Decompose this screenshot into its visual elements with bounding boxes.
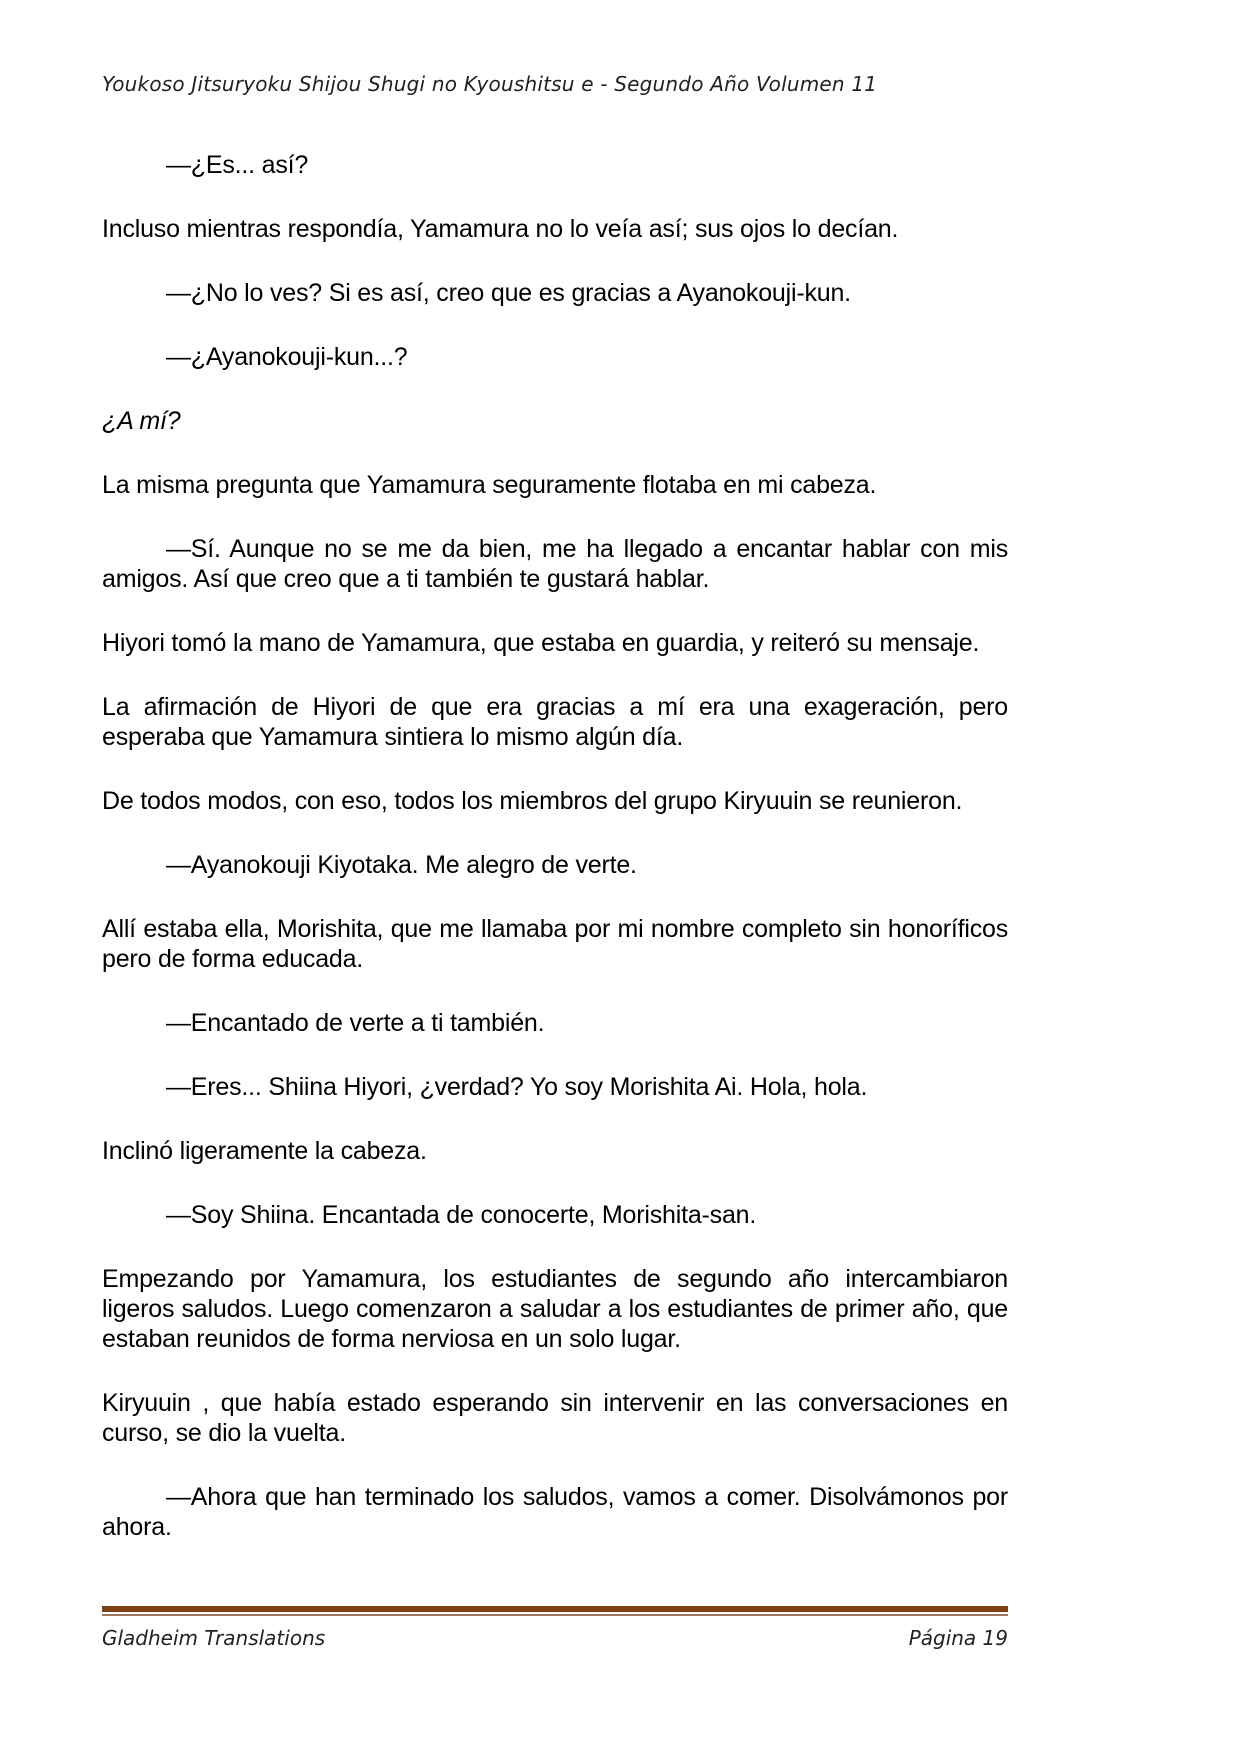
narration-paragraph: Kiryuuin , que había estado esperando sin intervenir en las conversaciones en curso, se dio la vuelta.: [102, 1389, 1008, 1447]
dialogue-paragraph: —¿Es... así?: [166, 151, 309, 179]
footer-credit: Gladheim Translations: [102, 1626, 326, 1650]
page-body: [102, 150, 1008, 1542]
dialogue-paragraph: —Ahora que han terminado los saludos, vamos a comer. Disolvámonos por ahora.: [102, 1483, 1008, 1541]
dialogue-paragraph: —Sí. Aunque no se me da bien, me ha llegado a encantar hablar con mis amigos. Así que creo que a ti también te gustará hablar.: [102, 535, 1008, 593]
dialogue-paragraph: —Encantado de verte a ti también.: [166, 1009, 545, 1037]
page-number: Página 19: [908, 1626, 1008, 1650]
thought-paragraph: ¿A mí?: [102, 407, 181, 435]
narration-paragraph: Empezando por Yamamura, los estudiantes de segundo año intercambiaron ligeros saludos. Luego comenzaron a saludar a los estudiantes de primer año, que estaban reunidos de forma nerviosa en un solo lugar.: [102, 1265, 1008, 1353]
running-header: Youkoso Jitsuryoku Shijou Shugi no Kyoushitsu e - Segundo Año Volumen 11: [102, 72, 878, 96]
footer-divider: [102, 1606, 1008, 1616]
footer-divider-thin: [102, 1614, 1008, 1616]
dialogue-paragraph: —Ayanokouji Kiyotaka. Me alegro de verte.: [166, 851, 637, 879]
dialogue-paragraph: —¿Ayanokouji-kun...?: [166, 343, 408, 371]
dialogue-paragraph: —Soy Shiina. Encantada de conocerte, Morishita-san.: [166, 1201, 757, 1229]
narration-paragraph: Hiyori tomó la mano de Yamamura, que estaba en guardia, y reiteró su mensaje.: [102, 629, 980, 657]
narration-paragraph: La afirmación de Hiyori de que era gracias a mí era una exageración, pero esperaba que Yamamura sintiera lo mismo algún día.: [102, 693, 1008, 751]
narration-paragraph: Allí estaba ella, Morishita, que me llamaba por mi nombre completo sin honoríficos pero de forma educada.: [102, 915, 1008, 973]
dialogue-paragraph: —¿No lo ves? Si es así, creo que es gracias a Ayanokouji-kun.: [166, 279, 851, 307]
narration-paragraph: Inclinó ligeramente la cabeza.: [102, 1137, 427, 1165]
footer-divider-thick: [102, 1606, 1008, 1612]
narration-paragraph: Incluso mientras respondía, Yamamura no lo veía así; sus ojos lo decían.: [102, 215, 899, 243]
narration-paragraph: La misma pregunta que Yamamura seguramente flotaba en mi cabeza.: [102, 471, 877, 499]
narration-paragraph: De todos modos, con eso, todos los miembros del grupo Kiryuuin se reunieron.: [102, 787, 963, 815]
dialogue-paragraph: —Eres... Shiina Hiyori, ¿verdad? Yo soy Morishita Ai. Hola, hola.: [166, 1073, 868, 1101]
